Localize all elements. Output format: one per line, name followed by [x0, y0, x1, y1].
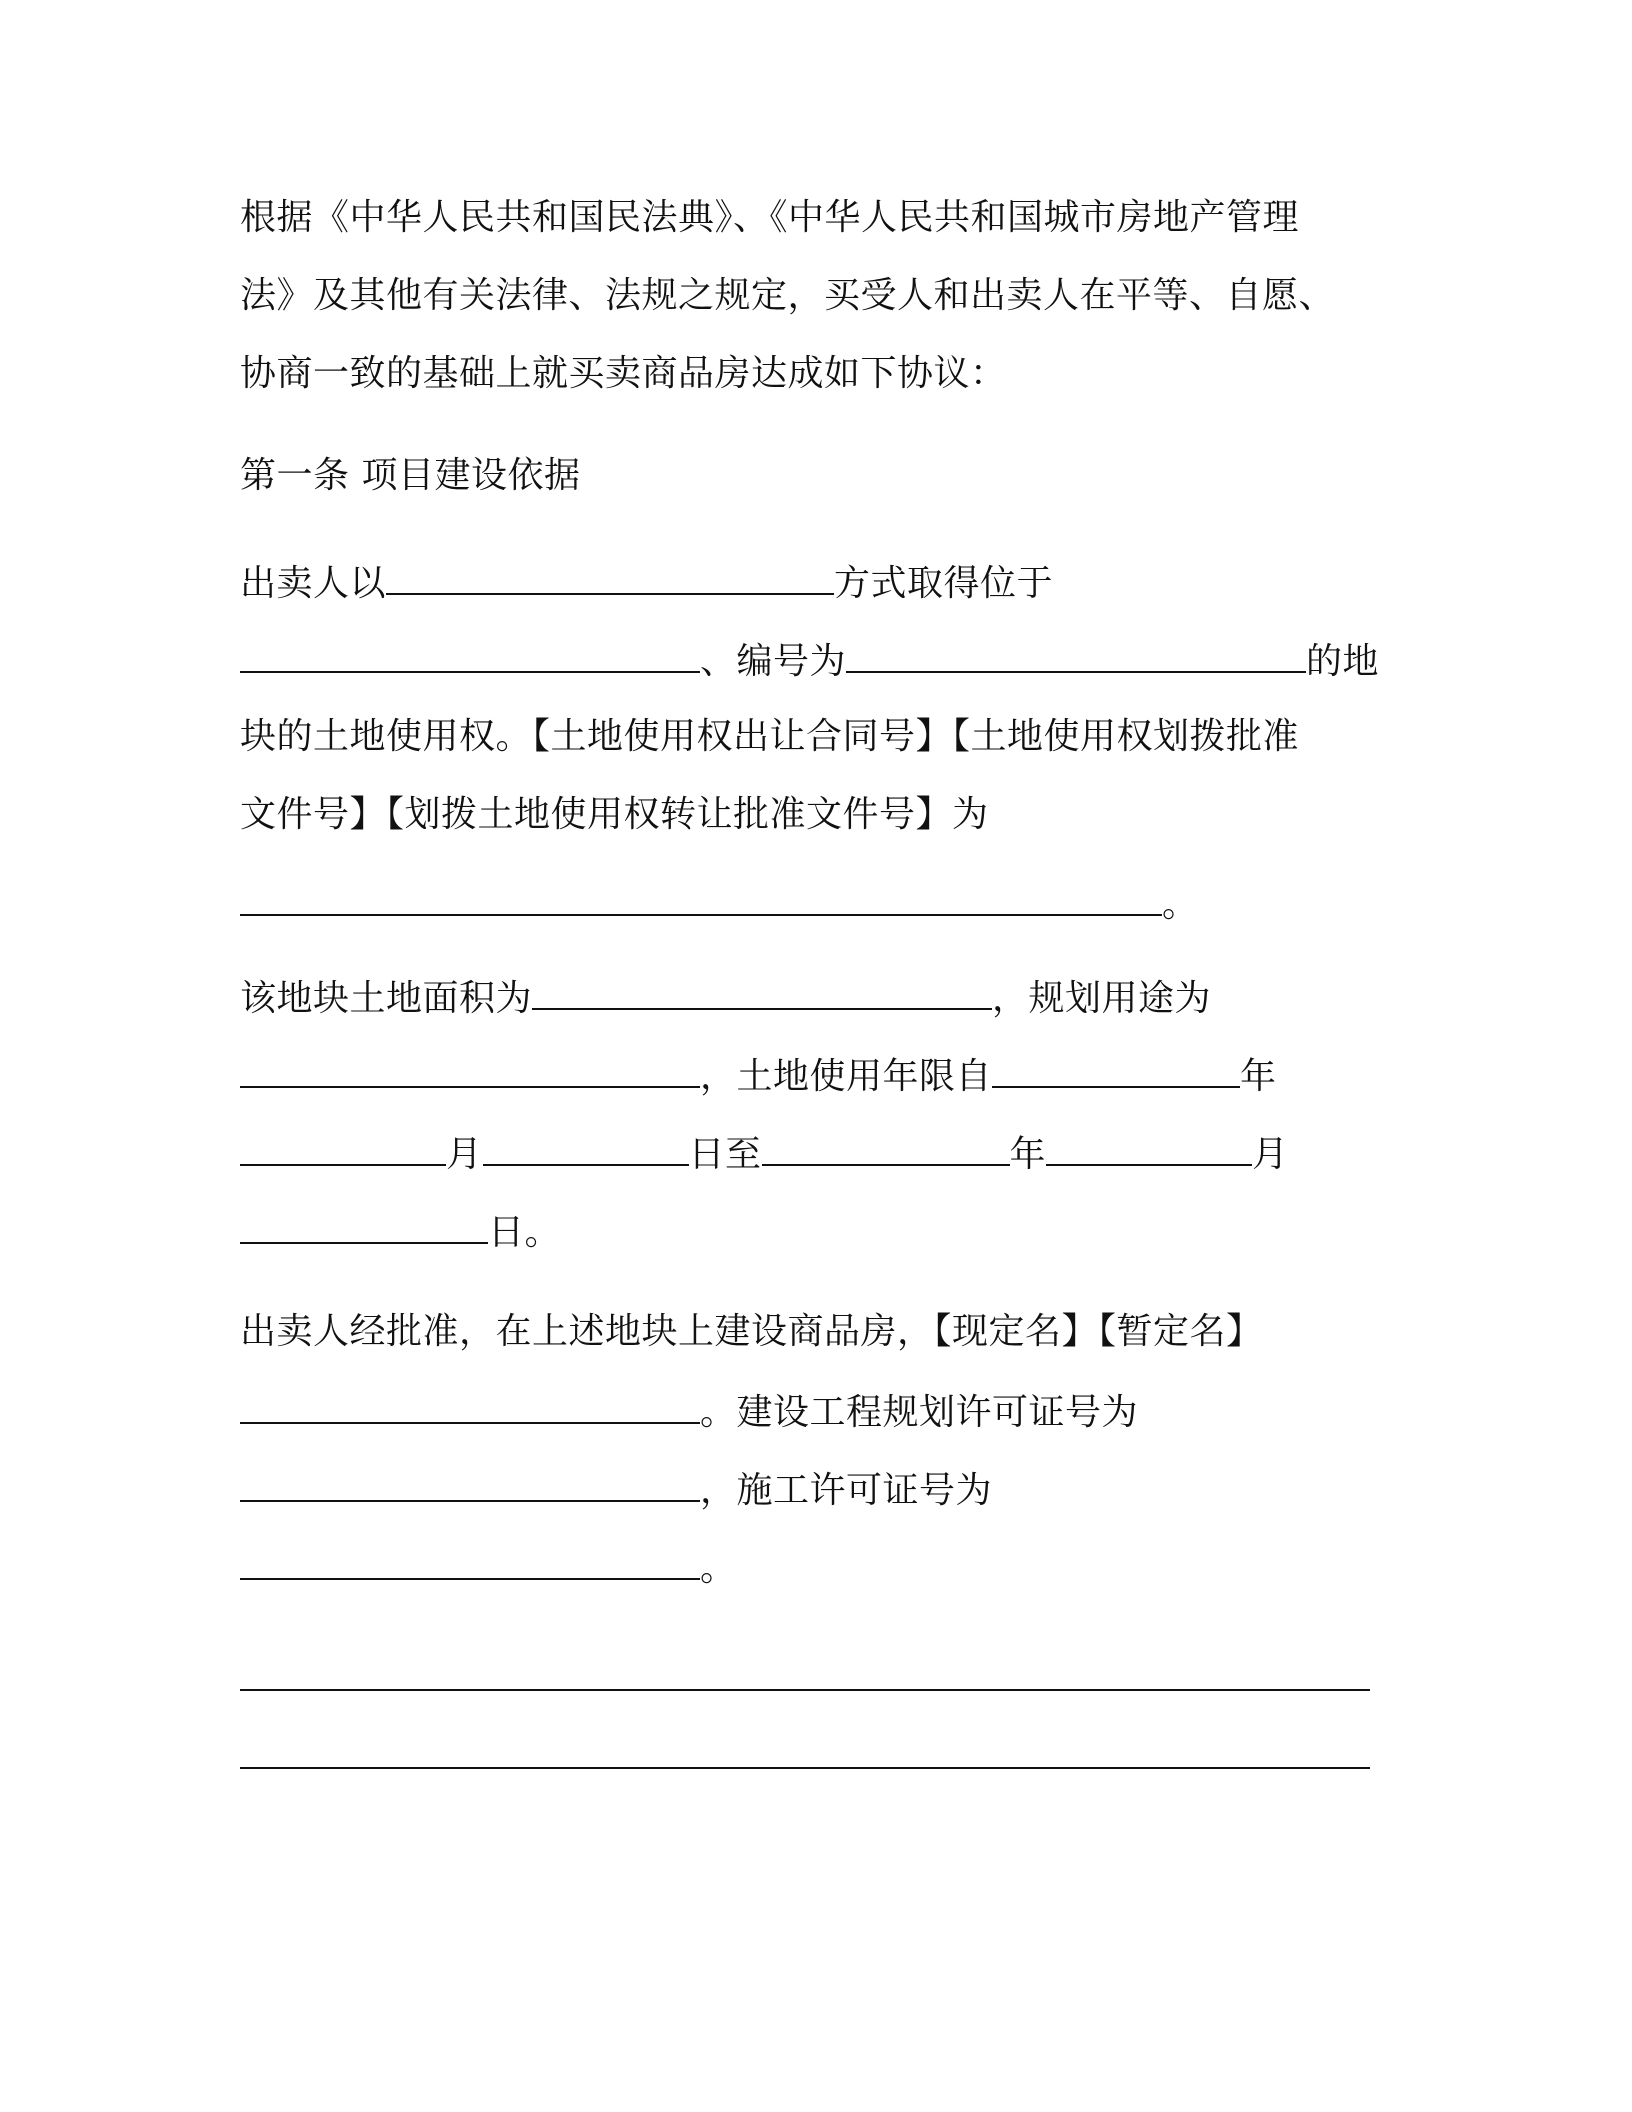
para3-line-4	[240, 1540, 737, 1592]
planning-permit-blank[interactable]	[240, 1462, 700, 1502]
para2-text-c: ，土地使用年限自	[700, 1056, 993, 1097]
para3-line-1: 出卖人经批准，在上述地块上建设商品房，【现定名】【暂定名】	[240, 1311, 1263, 1352]
contract-number-blank[interactable]	[240, 876, 1162, 916]
para2-line-3	[240, 1126, 1289, 1178]
para1-line-5	[240, 876, 1199, 928]
para2-line-2	[240, 1048, 1277, 1100]
para1-text-d: 的地	[1306, 641, 1380, 682]
para1-text-c: 、编号为	[700, 641, 847, 682]
para3-text-a: 。建设工程规划许可证号为	[700, 1392, 1139, 1433]
land-number-blank[interactable]	[846, 633, 1306, 673]
para3-text-b: ，施工许可证号为	[700, 1470, 993, 1511]
start-month-blank[interactable]	[240, 1126, 446, 1166]
para2-text-d: 年	[1240, 1056, 1277, 1097]
para2-line-1	[240, 970, 1211, 1022]
full-width-blank-line-2[interactable]	[240, 1767, 1370, 1769]
para1-text-a: 出卖人以	[240, 563, 387, 604]
para3-line-3	[240, 1462, 992, 1514]
para3-line-2	[240, 1384, 1138, 1436]
para1-end-period: 。	[1162, 884, 1199, 925]
para1-line-1	[240, 555, 1053, 607]
para1-line-2	[240, 633, 1379, 685]
para2-line-4	[240, 1204, 561, 1256]
acquisition-method-blank[interactable]	[386, 555, 834, 595]
para1-text-b: 方式取得位于	[834, 563, 1054, 604]
project-name-blank[interactable]	[240, 1384, 700, 1424]
article-title: 第一条 项目建设依据	[240, 455, 581, 496]
start-year-blank[interactable]	[992, 1048, 1240, 1088]
intro-line-2: 法》及其他有关法律、法规之规定，买受人和出卖人在平等、自愿、	[240, 275, 1336, 316]
land-area-blank[interactable]	[532, 970, 992, 1010]
para2-text-b: ，规划用途为	[992, 978, 1212, 1019]
construction-permit-blank[interactable]	[240, 1540, 700, 1580]
start-day-blank[interactable]	[483, 1126, 689, 1166]
para1-line-4: 文件号】【划拨土地使用权转让批准文件号】为	[240, 794, 989, 835]
land-use-blank[interactable]	[240, 1048, 700, 1088]
para2-text-a: 该地块土地面积为	[240, 978, 533, 1019]
end-day-blank[interactable]	[240, 1204, 488, 1244]
para2-text-g: 年	[1009, 1134, 1047, 1175]
para2-text-e: 月	[446, 1134, 483, 1175]
para3-text-c: 。	[700, 1548, 737, 1589]
intro-line-3: 协商一致的基础上就买卖商品房达成如下协议：	[240, 353, 1007, 394]
para2-end: 日。	[488, 1212, 562, 1253]
land-location-blank[interactable]	[240, 633, 700, 673]
para2-text-h: 月	[1252, 1134, 1289, 1175]
end-year-blank[interactable]	[762, 1126, 1010, 1166]
end-month-blank[interactable]	[1046, 1126, 1252, 1166]
intro-line-1: 根据《中华人民共和国民法典》、《中华人民共和国城市房地产管理	[240, 197, 1300, 238]
full-width-blank-line-1[interactable]	[240, 1689, 1370, 1691]
para1-line-3: 块的土地使用权。【土地使用权出让合同号】【土地使用权划拨批准	[240, 716, 1300, 757]
para2-text-f: 日至	[688, 1134, 762, 1175]
